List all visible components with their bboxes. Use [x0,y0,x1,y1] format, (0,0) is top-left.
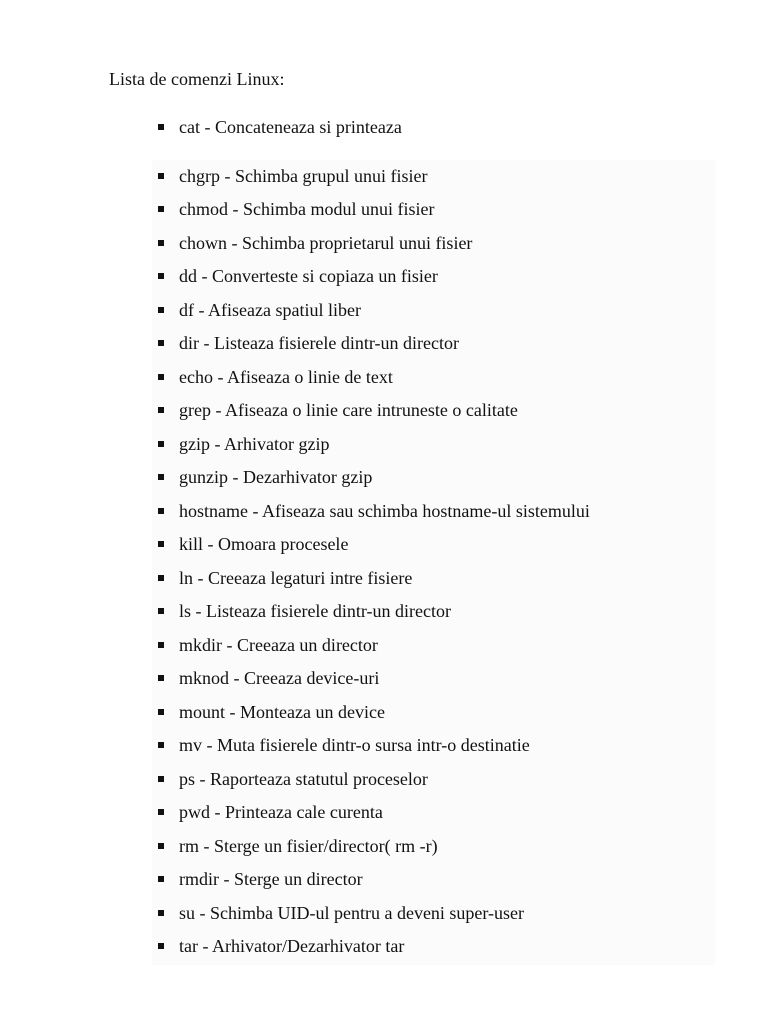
square-bullet-icon [158,876,164,882]
square-bullet-icon [158,508,164,514]
square-bullet-icon [158,407,164,413]
list-item-text: echo - Afiseaza o linie de text [179,366,393,387]
list-item-text: gunzip - Dezarhivator gzip [179,467,373,488]
square-bullet-icon [158,273,164,279]
list-item [158,115,402,139]
square-bullet-icon [158,675,164,681]
list-item [158,729,590,763]
list-item-text: chown - Schimba proprietarul unui fisier [179,232,473,253]
list-item-text: pwd - Printeaza cale curenta [179,802,383,823]
list-item [158,193,590,227]
list-item [158,595,590,629]
list-item [158,293,590,327]
square-bullet-icon [158,340,164,346]
list-item [158,528,590,562]
list-item [158,829,590,863]
square-bullet-icon [158,307,164,313]
list-item-text: chgrp - Schimba grupul unui fisier [179,165,428,186]
list-item-text: mkdir - Creeaza un director [179,634,378,655]
square-bullet-icon [158,642,164,648]
list-item [158,863,590,897]
list-item-text: chmod - Schimba modul unui fisier [179,199,435,220]
square-bullet-icon [158,742,164,748]
list-item-text: rm - Sterge un fisier/director( rm -r) [179,835,438,856]
square-bullet-icon [158,124,164,130]
list-item-text: ln - Creeaza legaturi intre fisiere [179,567,413,588]
square-bullet-icon [158,843,164,849]
list-item-text: hostname - Afiseaza sau schimba hostname-ul sistemului [179,500,590,521]
list-item [158,327,590,361]
list-item-text: su - Schimba UID-ul pentru a deveni super-user [179,902,525,923]
list-item [158,360,590,394]
list-item-text: mknod - Creeaza device-uri [179,668,380,689]
square-bullet-icon [158,608,164,614]
list-item [158,628,590,662]
square-bullet-icon [158,776,164,782]
list-item [158,427,590,461]
list-item-text: tar - Arhivator/Dezarhivator tar [179,936,405,957]
list-item [158,561,590,595]
list-item [158,394,590,428]
square-bullet-icon [158,541,164,547]
square-bullet-icon [158,240,164,246]
list-item-text: ls - Listeaza fisierele dintr-un director [179,601,452,622]
page-title: Lista de comenzi Linux: [109,69,285,89]
square-bullet-icon [158,173,164,179]
list-item [158,159,590,193]
square-bullet-icon [158,809,164,815]
square-bullet-icon [158,709,164,715]
list-item [158,494,590,528]
list-item [158,461,590,495]
square-bullet-icon [158,441,164,447]
square-bullet-icon [158,374,164,380]
list-item [158,762,590,796]
list-item-text: df - Afiseaza spatiul liber [179,299,361,320]
list-item [158,896,590,930]
list-item [158,226,590,260]
list-item-text: dir - Listeaza fisierele dintr-un director [179,333,460,354]
list-item [158,695,590,729]
square-bullet-icon [158,575,164,581]
square-bullet-icon [158,943,164,949]
command-list [158,159,590,963]
square-bullet-icon [158,206,164,212]
list-item-text: kill - Omoara procesele [179,534,349,555]
list-item-text: dd - Converteste si copiaza un fisier [179,266,438,287]
square-bullet-icon [158,910,164,916]
list-item [158,260,590,294]
list-item-text: cat - Concateneaza si printeaza [179,117,402,137]
list-item-text: ps - Raporteaza statutul proceselor [179,768,428,789]
list-item [158,662,590,696]
list-item-text: mv - Muta fisierele dintr-o sursa intr-o destinatie [179,735,530,756]
list-item-text: gzip - Arhivator gzip [179,433,330,454]
list-item-text: grep - Afiseaza o linie care intruneste o calitate [179,400,518,421]
list-item-text: rmdir - Sterge un director [179,869,363,890]
list-item-text: mount - Monteaza un device [179,701,385,722]
square-bullet-icon [158,474,164,480]
list-item [158,796,590,830]
list-item [158,930,590,964]
